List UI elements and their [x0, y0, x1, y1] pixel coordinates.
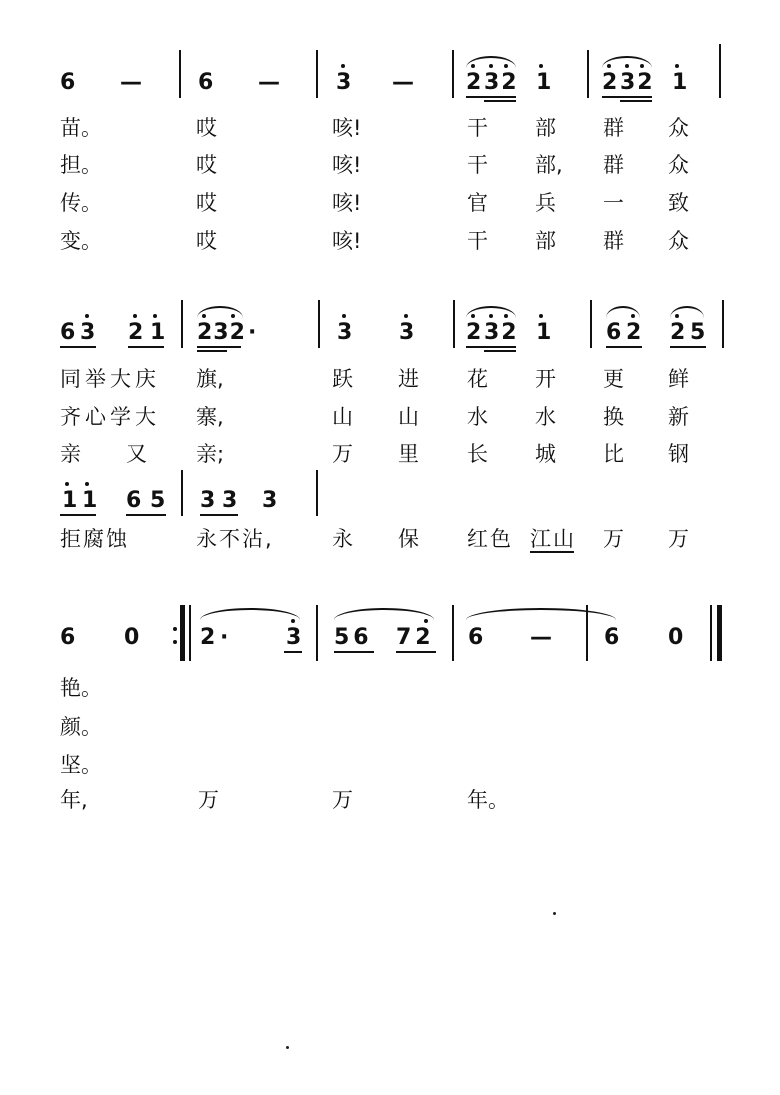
lyric: 钢 — [668, 442, 689, 466]
note: 2 — [602, 70, 618, 95]
lyric: 艳。 — [60, 676, 102, 700]
octave-dot — [675, 314, 679, 318]
note: 1 — [62, 488, 78, 513]
note: 2 — [670, 320, 686, 345]
lyric: 亲; — [196, 442, 225, 466]
octave-dot — [504, 314, 508, 318]
lyric: 变。 — [60, 229, 102, 253]
octave-dot — [489, 314, 493, 318]
underline — [396, 651, 436, 653]
octave-dot — [424, 619, 428, 623]
lyric: 哎 — [196, 153, 217, 177]
underline — [60, 346, 96, 348]
note: 3 — [399, 320, 415, 345]
lyric: 干 — [467, 229, 488, 253]
barline — [181, 300, 183, 348]
barline — [181, 470, 183, 516]
barline — [586, 605, 588, 661]
lyric: 江山 — [530, 527, 576, 551]
lyric: 长 — [467, 442, 488, 466]
lyric: 水 — [467, 405, 488, 429]
note-group: 56 — [334, 625, 373, 650]
underline — [484, 100, 516, 102]
lyric: 担。 — [60, 153, 102, 177]
underline — [60, 514, 96, 516]
note-dash: — — [258, 70, 280, 95]
lyric: 干 — [467, 153, 488, 177]
final-barline-thin — [710, 605, 712, 661]
lyric: 万 — [668, 527, 689, 551]
lyric: 部, — [535, 153, 563, 177]
underline — [197, 346, 241, 348]
slur — [334, 608, 434, 620]
final-barline-thick — [717, 605, 722, 661]
lyric: 万 — [332, 788, 353, 812]
lyric: 红色 — [467, 527, 513, 551]
barline — [316, 50, 318, 98]
lyric: 又 — [126, 442, 147, 466]
octave-dot — [675, 64, 679, 68]
lyric: 万 — [603, 527, 624, 551]
lyric: 颜。 — [60, 715, 102, 739]
octave-dot — [489, 64, 493, 68]
note-group: 232 — [197, 320, 246, 345]
octave-dot — [640, 64, 644, 68]
note-dot: · — [220, 625, 229, 650]
lyric: 万 — [332, 442, 353, 466]
lyric: 部 — [535, 229, 556, 253]
note: 6 — [198, 70, 214, 95]
note-dot: · — [248, 320, 257, 345]
note: 6 — [60, 625, 76, 650]
lyric: 坚。 — [60, 753, 102, 777]
lyric: 拒腐蚀 — [60, 527, 129, 551]
underline — [530, 551, 574, 553]
lyric: 咳! — [332, 229, 362, 253]
octave-dot — [404, 314, 408, 318]
lyric: 鲜 — [668, 367, 689, 391]
lyric: 花 — [467, 367, 488, 391]
note-dash: — — [120, 70, 142, 95]
lyric: 旗, — [196, 367, 224, 391]
note: 6 — [604, 625, 620, 650]
lyric: 永不沾, — [196, 527, 274, 551]
underline — [620, 100, 652, 102]
underline — [126, 514, 166, 516]
lyric: 更 — [603, 367, 624, 391]
lyric: 亲 — [60, 442, 81, 466]
octave-dot — [539, 64, 543, 68]
scan-speck — [286, 1046, 289, 1049]
octave-dot — [539, 314, 543, 318]
note: 6 — [606, 320, 622, 345]
lyric: 传。 — [60, 191, 102, 215]
lyric: 咳! — [332, 191, 362, 215]
octave-dot — [85, 482, 89, 486]
barline — [452, 605, 454, 661]
lyric: 群 — [603, 229, 624, 253]
lyric: 致 — [668, 191, 689, 215]
lyric: 苗。 — [60, 116, 102, 140]
note-dash: — — [530, 625, 552, 650]
note: 1 — [672, 70, 688, 95]
octave-dot — [607, 64, 611, 68]
lyric: 众 — [668, 229, 689, 253]
lyric: 哎 — [196, 116, 217, 140]
barline — [722, 300, 724, 348]
note: 6 — [60, 70, 76, 95]
lyric: 同举大庆 — [60, 367, 160, 391]
octave-dot — [133, 314, 137, 318]
octave-dot — [471, 64, 475, 68]
lyric: 换 — [603, 405, 624, 429]
lyric: 部 — [535, 116, 556, 140]
barline — [316, 470, 318, 516]
lyric: 官 — [467, 191, 488, 215]
underline — [606, 346, 642, 348]
lyric: 进 — [398, 367, 419, 391]
octave-dot — [202, 314, 206, 318]
lyric: 众 — [668, 153, 689, 177]
barline — [453, 300, 455, 348]
lyric: 新 — [668, 405, 689, 429]
note: 3 — [200, 488, 216, 513]
barline — [719, 44, 721, 98]
lyric: 跃 — [332, 367, 353, 391]
note-rest: 0 — [124, 625, 140, 650]
barline — [318, 300, 320, 348]
lyric: 城 — [535, 442, 556, 466]
note: 2 — [466, 70, 482, 95]
octave-dot — [631, 314, 635, 318]
note: 3 — [262, 488, 278, 513]
note: 2 — [200, 625, 216, 650]
barline — [452, 50, 454, 98]
repeat-barline-thin — [189, 605, 191, 661]
lyric: 比 — [603, 442, 624, 466]
lyric: 永 — [332, 527, 353, 551]
lyric: 哎 — [196, 229, 217, 253]
repeat-dot — [173, 640, 177, 644]
lyric: 一 — [603, 191, 624, 215]
barline — [590, 300, 592, 348]
note: 5 — [150, 488, 166, 513]
lyric: 寨, — [196, 405, 224, 429]
octave-dot — [85, 314, 89, 318]
octave-dot — [291, 619, 295, 623]
lyric: 群 — [603, 116, 624, 140]
note: 3 — [337, 320, 353, 345]
octave-dot — [153, 314, 157, 318]
note-rest: 0 — [668, 625, 684, 650]
underline — [466, 346, 516, 348]
note: 2 — [128, 320, 144, 345]
octave-dot — [341, 64, 345, 68]
note-group: 32 — [620, 70, 655, 95]
lyric: 哎 — [196, 191, 217, 215]
lyric: 开 — [535, 367, 556, 391]
tie — [466, 608, 616, 620]
underline — [602, 96, 652, 98]
note: 2 — [626, 320, 642, 345]
lyric: 咳! — [332, 153, 362, 177]
underline — [128, 346, 164, 348]
barline — [316, 605, 318, 661]
underline — [466, 96, 516, 98]
octave-dot — [231, 314, 235, 318]
note: 6 — [126, 488, 142, 513]
lyric: 群 — [603, 153, 624, 177]
underline — [197, 350, 227, 352]
lyric: 山 — [398, 405, 419, 429]
lyric: 齐心学大 — [60, 405, 160, 429]
lyric: 山 — [332, 405, 353, 429]
note-group: 32 — [484, 320, 519, 345]
lyric: 里 — [398, 442, 419, 466]
lyric: 年。 — [467, 788, 509, 812]
barline — [587, 50, 589, 98]
note: 6 — [60, 320, 76, 345]
note-group: 72 — [396, 625, 435, 650]
barline — [179, 50, 181, 98]
note: 3 — [286, 625, 302, 650]
repeat-barline-thick — [180, 605, 185, 661]
underline — [334, 651, 374, 653]
octave-dot — [65, 482, 69, 486]
note: 1 — [536, 320, 552, 345]
octave-dot — [625, 64, 629, 68]
lyric: 年, — [60, 788, 88, 812]
slur — [200, 608, 300, 620]
note: 6 — [468, 625, 484, 650]
lyric: 保 — [398, 527, 419, 551]
note: 3 — [222, 488, 238, 513]
underline — [200, 514, 238, 516]
note: 1 — [150, 320, 166, 345]
lyric: 万 — [198, 788, 219, 812]
underline — [284, 651, 302, 653]
note-group: 32 — [484, 70, 519, 95]
note: 2 — [466, 320, 482, 345]
note: 3 — [80, 320, 96, 345]
lyric: 众 — [668, 116, 689, 140]
scan-speck — [553, 912, 556, 915]
note: 5 — [690, 320, 706, 345]
octave-dot — [471, 314, 475, 318]
octave-dot — [504, 64, 508, 68]
note: 3 — [336, 70, 352, 95]
lyric: 干 — [467, 116, 488, 140]
underline — [670, 346, 706, 348]
lyric: 水 — [535, 405, 556, 429]
lyric: 咳! — [332, 116, 362, 140]
lyric: 兵 — [535, 191, 556, 215]
repeat-dot — [173, 627, 177, 631]
note: 1 — [536, 70, 552, 95]
note: 1 — [82, 488, 98, 513]
note-dash: — — [392, 70, 414, 95]
underline — [484, 350, 516, 352]
octave-dot — [342, 314, 346, 318]
